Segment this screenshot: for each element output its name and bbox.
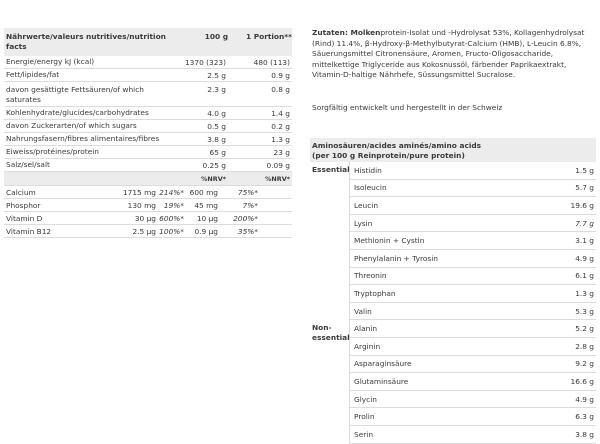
ingredients-body: protein-Isolat und -Hydrolysat 53%, Kollagenhydrolysat (Rind) 11.4%, β-Hydroxy-β-Methylbutyrat-Calcium (HMB), L-Leucin 6.8%, Säuerungsmittel Citronensäure, Aromen, Fructo-Oligosaccharide, mittelkettige Triglyceride aus Kokosnussöl, färbender Paprikaextrakt, Vitamin-D-haltige Nährhefe, Süssungsmittel Sucralose. [312,28,585,80]
amino-row [350,391,596,409]
mineral-nrv-100: 19%* [163,200,184,210]
nutrition-row-portion: 1.4 g [271,108,290,118]
amino-value: 6.3 g [575,412,594,422]
amino-value: 6.1 g [575,271,594,281]
nutrition-row [4,82,292,107]
amino-row [350,320,596,338]
amino-row [350,303,596,321]
nutrition-row [4,133,292,146]
amino-name: Isoleucin [354,183,387,193]
nutrition-header-per100: 100 g [204,32,228,41]
amino-name: Arginin [354,341,381,351]
amino-value: 3.8 g [575,429,594,439]
nutrition-row-label: Salz/sel/salt [6,160,50,169]
amino-value: 1.5 g [575,165,594,175]
nutrition-row-label: Fett/lipides/fat [6,70,60,79]
nutrition-row-label: Eiweiss/protéines/protein [6,147,99,156]
nutrition-table [4,28,292,238]
mineral-label: Phosphor [6,200,41,210]
mineral-amount-portion: 45 mg [194,200,218,210]
mineral-amount-100: 130 mg [127,200,156,210]
nutrition-row-label: Kohlenhydrate/glucides/carbohydrates [6,108,149,117]
nutrition-row-label: Energie/energy kJ (kcal) [6,57,95,66]
nutrition-row-per100: 2.5 g [207,70,226,80]
amino-value: 5.2 g [575,324,594,334]
mineral-amount-100: 2.5 µg [132,226,156,236]
mineral-row [4,212,292,225]
amino-group-label: Non-essential [310,320,350,443]
mineral-nrv-portion: 200%* [233,213,258,223]
nutrition-row-per100: 1370 (323) [184,57,226,67]
amino-value: 19.6 g [570,200,594,210]
amino-row [350,197,596,215]
nrv-header [4,172,292,186]
mineral-amount-100: 1715 mg [122,187,156,197]
nutrition-header-label: Nährwerte/valeurs nutritives/nutrition facts [6,32,166,51]
mineral-row [4,186,292,199]
nutrition-row [4,146,292,159]
amino-value: 9.2 g [575,359,594,369]
amino-value: 7.7 g [575,218,594,228]
nutrition-row-label: Nahrungsfasern/fibres alimentaires/fibres [6,134,160,143]
nutrition-row-portion: 0.2 g [271,121,290,131]
nutrition-row-per100: 65 g [209,147,226,157]
amino-name: Threonin [354,271,387,281]
amino-row [350,373,596,391]
amino-name: Tryptophan [354,288,396,298]
nutrition-row-portion: 480 (113) [253,57,290,67]
mineral-row [4,199,292,212]
amino-row [350,180,596,198]
mineral-amount-portion: 600 mg [189,187,218,197]
nutrition-header [4,28,292,56]
amino-row [350,408,596,426]
nutrition-row-portion: 23 g [273,147,290,157]
mineral-amount-portion: 0.9 µg [194,226,218,236]
amino-name: Glycin [354,394,377,404]
amino-row [350,285,596,303]
amino-row [350,232,596,250]
mineral-nrv-portion: 35%* [237,226,258,236]
ingredients-text [312,28,596,81]
amino-group-label: Essential [310,162,350,320]
nutrition-row [4,159,292,172]
amino-name: Valin [354,306,372,316]
amino-row [350,426,596,444]
amino-value: 5.3 g [575,306,594,316]
amino-value: 16.6 g [570,376,594,386]
amino-row [350,215,596,233]
ingredients-lead: Zutaten: Molken [312,28,381,37]
amino-value: 4.9 g [575,253,594,263]
amino-acid-table [310,138,596,444]
nutrition-row [4,120,292,133]
amino-name: Leucin [354,200,379,210]
amino-name: Glutaminsäure [354,376,409,386]
amino-header-subtitle: (per 100 g Reinprotein/pure protein) [312,151,465,160]
amino-name: Histidin [354,165,382,175]
mineral-label: Vitamin B12 [6,226,52,236]
nutrition-row-per100: 0.25 g [202,160,226,170]
mineral-nrv-100: 100%* [159,226,184,236]
amino-value: 4.9 g [575,394,594,404]
nutrition-row-portion: 1.3 g [271,134,290,144]
nutrition-row-per100: 4.0 g [207,108,226,118]
amino-value: 5.7 g [575,183,594,193]
nrv-header-portion: %NRV* [265,174,290,183]
nutrition-row-per100: 0.5 g [207,121,226,131]
nutrition-row-per100: 2.3 g [207,85,226,94]
amino-group-nonessential [310,320,596,443]
nutrition-row-portion: 0.8 g [271,85,290,94]
amino-name: Asparaginsäure [354,359,412,369]
nutrition-row [4,107,292,120]
nutrition-row-label: davon gesättigte Fettsäuren/of which saturates [6,85,144,104]
nutrition-row [4,69,292,82]
mineral-amount-portion: 10 µg [196,213,218,223]
mineral-label: Calcium [6,187,36,197]
amino-group-essential [310,162,596,320]
amino-name: Methionin + Cystin [354,236,425,246]
amino-row [350,268,596,286]
nutrition-row-portion: 0.9 g [271,70,290,80]
amino-header-title: Aminosäuren/acides aminés/amino acids [312,141,482,150]
mineral-label: Vitamin D [6,213,43,223]
mineral-nrv-portion: 7%* [242,200,258,210]
amino-name: Alanin [354,324,378,334]
mineral-amount-100: 30 µg [134,213,156,223]
mineral-nrv-100: 600%* [159,213,184,223]
origin-note: Sorgfältig entwickelt und hergestellt in der Schweiz [312,103,503,112]
amino-name: Prolin [354,412,375,422]
amino-name: Phenylalanin + Tyrosin [354,253,438,263]
mineral-nrv-portion: 75%* [237,187,258,197]
amino-value: 1.3 g [575,288,594,298]
nrv-header-100: %NRV* [201,174,226,183]
mineral-nrv-100: 214%* [159,187,184,197]
amino-header [310,138,596,162]
amino-row [350,250,596,268]
nutrition-row-per100: 3.8 g [207,134,226,144]
amino-row [350,338,596,356]
nutrition-row-portion: 0.09 g [266,160,290,170]
amino-name: Serin [354,429,374,439]
nutrition-row-label: davon Zuckerarten/of which sugars [6,121,137,130]
mineral-row [4,225,292,238]
amino-value: 2.8 g [575,341,594,351]
amino-row [350,162,596,180]
amino-row [350,356,596,374]
amino-name: Lysin [354,218,373,228]
nutrition-header-portion: 1 Portion** [246,32,292,41]
amino-value: 3.1 g [575,236,594,246]
nutrition-row [4,56,292,69]
